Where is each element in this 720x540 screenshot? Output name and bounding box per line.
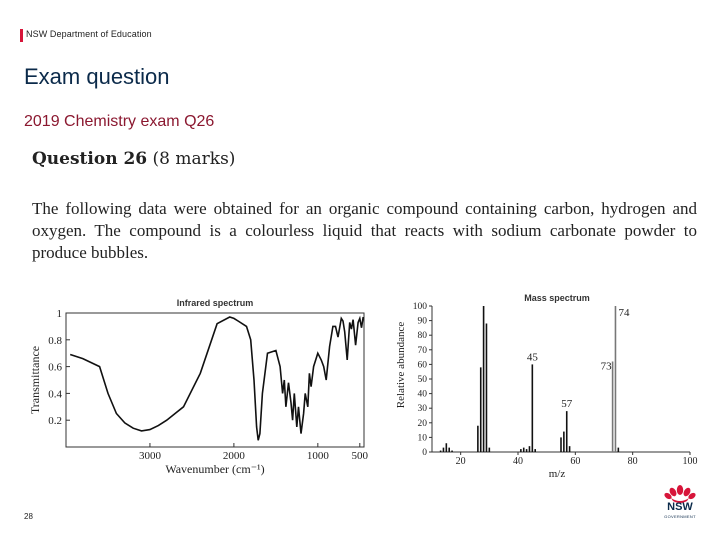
- ms-peak-label: 74: [618, 307, 630, 319]
- ms-y-tick-label: 100: [412, 302, 427, 312]
- slide-subtitle: 2019 Chemistry exam Q26: [24, 113, 215, 130]
- ir-title: Infrared spectrum: [176, 298, 254, 308]
- ms-ylabel: Relative abundance: [395, 321, 407, 409]
- ir-y-tick-label: 1: [56, 308, 62, 320]
- ir-ylabel: Transmittance: [28, 345, 42, 415]
- slide-title: Exam question: [24, 64, 170, 89]
- ms-x-tick-label: 40: [513, 456, 523, 467]
- ir-y-tick-label: 0.8: [48, 334, 62, 347]
- ir-xlabel: Wavenumber (cm⁻¹): [165, 462, 265, 476]
- ms-y-tick-label: 30: [417, 404, 427, 415]
- ms-y-tick-label: 60: [417, 360, 427, 371]
- ir-x-tick-label: 3000: [138, 450, 161, 462]
- ms-y-tick-label: 90: [417, 316, 427, 327]
- ms-title: Mass spectrum: [524, 293, 590, 303]
- ir-y-tick-label: 0.4: [48, 388, 62, 401]
- ir-x-tick-label: 2000: [222, 450, 245, 462]
- question-marks: (8 marks): [152, 149, 236, 169]
- ms-y-tick-label: 40: [417, 389, 427, 400]
- ms-x-tick-label: 20: [455, 456, 466, 467]
- ms-peak-label: 45: [526, 351, 538, 364]
- ms-y-tick-label: 0: [422, 448, 427, 458]
- question-text: The following data were obtained for an organic compound containing carbon, hydrogen and oxygen. The compound is a colourless liquid that reacts with sodium carbonate powder to produce bubbles.: [32, 199, 697, 262]
- ms-xlabel: m/z: [548, 468, 566, 480]
- logo-subtext: GOVERNMENT: [664, 514, 696, 519]
- ms-y-tick-label: 20: [417, 418, 427, 429]
- ms-peak-label: 57: [561, 398, 573, 411]
- ir-y-tick-label: 0.6: [48, 361, 62, 374]
- ms-y-tick-label: 10: [417, 433, 427, 444]
- header-org-name: NSW Department of Education: [26, 29, 152, 39]
- ms-peak-label: 73: [600, 360, 612, 373]
- question-label: Question 26: [32, 149, 148, 169]
- ms-x-tick-label: 80: [627, 456, 638, 467]
- logo-wordmark: NSW: [667, 501, 693, 513]
- ir-y-tick-label: 0.2: [48, 415, 62, 428]
- ms-x-tick-label: 60: [570, 456, 581, 467]
- ms-x-tick-label: 100: [682, 456, 698, 467]
- ms-y-tick-label: 80: [417, 331, 427, 342]
- ms-y-tick-label: 70: [417, 345, 427, 356]
- ir-x-tick-label: 1000: [306, 450, 329, 462]
- page-number: 28: [24, 512, 33, 521]
- ir-x-tick-label: 500: [351, 450, 369, 462]
- ms-y-tick-label: 50: [417, 375, 427, 385]
